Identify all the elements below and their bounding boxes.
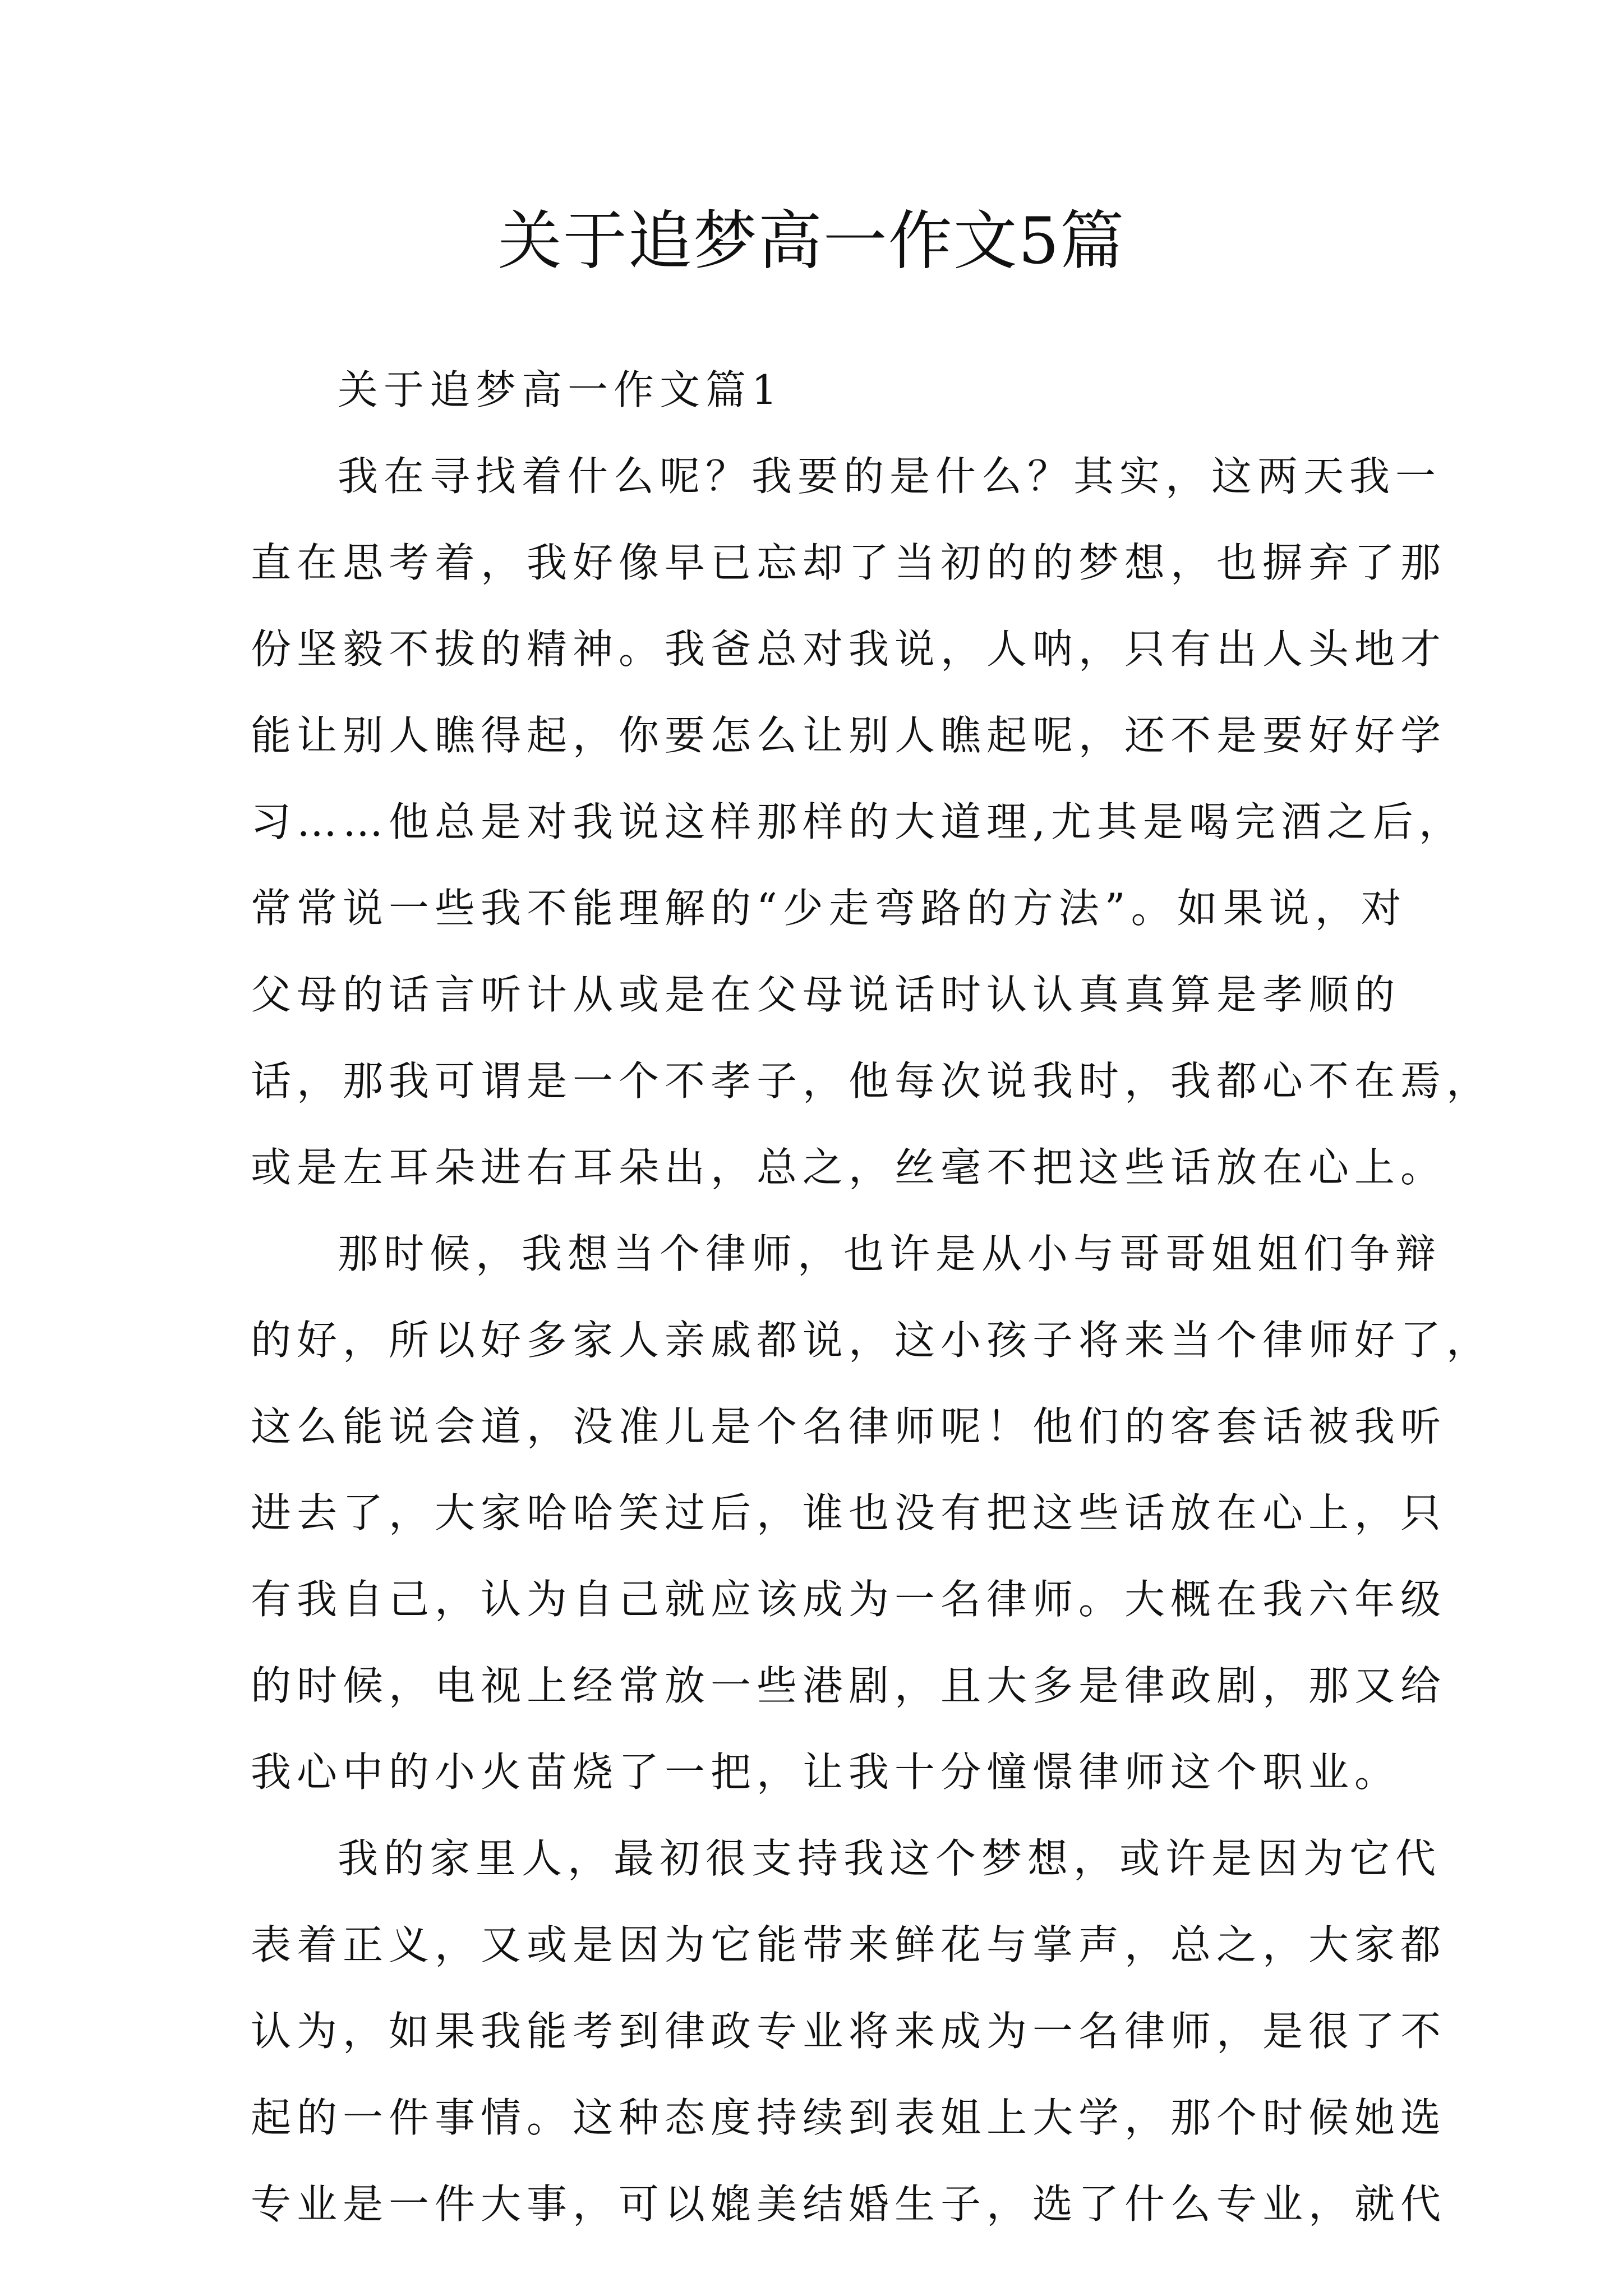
text-line: 话，那我可谓是一个不孝子，他每次说我时，我都心不在焉， (251, 1057, 1493, 1105)
text-line: 表着正义，又或是因为它能带来鲜花与掌声，总之，大家都 (251, 1921, 1447, 1968)
document-title: 关于追梦高一作文5篇 (497, 204, 1126, 278)
text-line: 我心中的小火苗烧了一把，让我十分憧憬律师这个职业。 (251, 1749, 1401, 1796)
text-line: 父母的话言听计从或是在父母说话时认认真真算是孝顺的 (251, 971, 1401, 1018)
document-body (251, 347, 1493, 2247)
text-line: 的时候，电视上经常放一些港剧，且大多是律政剧，那又给 (251, 1662, 1447, 1709)
text-line: 关于追梦高一作文篇1 (338, 366, 783, 413)
text-line: 这么能说会道，没准儿是个名律师呢！他们的客套话被我听 (251, 1403, 1447, 1450)
text-line: 专业是一件大事，可以媲美结婚生子，选了什么专业，就代 (251, 2180, 1447, 2228)
text-line: 那时候，我想当个律师，也许是从小与哥哥姐姐们争辩 (338, 1230, 1442, 1277)
text-line: 直在思考着，我好像早已忘却了当初的的梦想，也摒弃了那 (251, 539, 1447, 586)
text-line: 能让别人瞧得起，你要怎么让别人瞧起呢，还不是要好好学 (251, 712, 1447, 759)
text-line: 常常说一些我不能理解的“少走弯路的方法”。如果说，对 (251, 885, 1407, 932)
text-line: 的好，所以好多家人亲戚都说，这小孩子将来当个律师好了， (251, 1317, 1493, 1364)
text-line: 我的家里人，最初很支持我这个梦想，或许是因为它代 (338, 1835, 1442, 1882)
text-line: 起的一件事情。这种态度持续到表姐上大学，那个时候她选 (251, 2094, 1447, 2141)
text-line: 有我自己，认为自己就应该成为一名律师。大概在我六年级 (251, 1576, 1447, 1623)
text-line: 认为，如果我能考到律政专业将来成为一名律师，是很了不 (251, 2008, 1447, 2055)
text-line: 或是左耳朵进右耳朵出，总之，丝毫不把这些话放在心上。 (251, 1144, 1447, 1191)
text-line: 份坚毅不拔的精神。我爸总对我说，人呐，只有出人头地才 (251, 625, 1447, 673)
text-line: 进去了，大家哈哈笑过后，谁也没有把这些话放在心上，只 (251, 1489, 1447, 1536)
text-line: 习……他总是对我说这样那样的大道理,尤其是喝完酒之后， (251, 798, 1465, 845)
text-line: 我在寻找着什么呢？我要的是什么？其实，这两天我一 (338, 453, 1442, 500)
